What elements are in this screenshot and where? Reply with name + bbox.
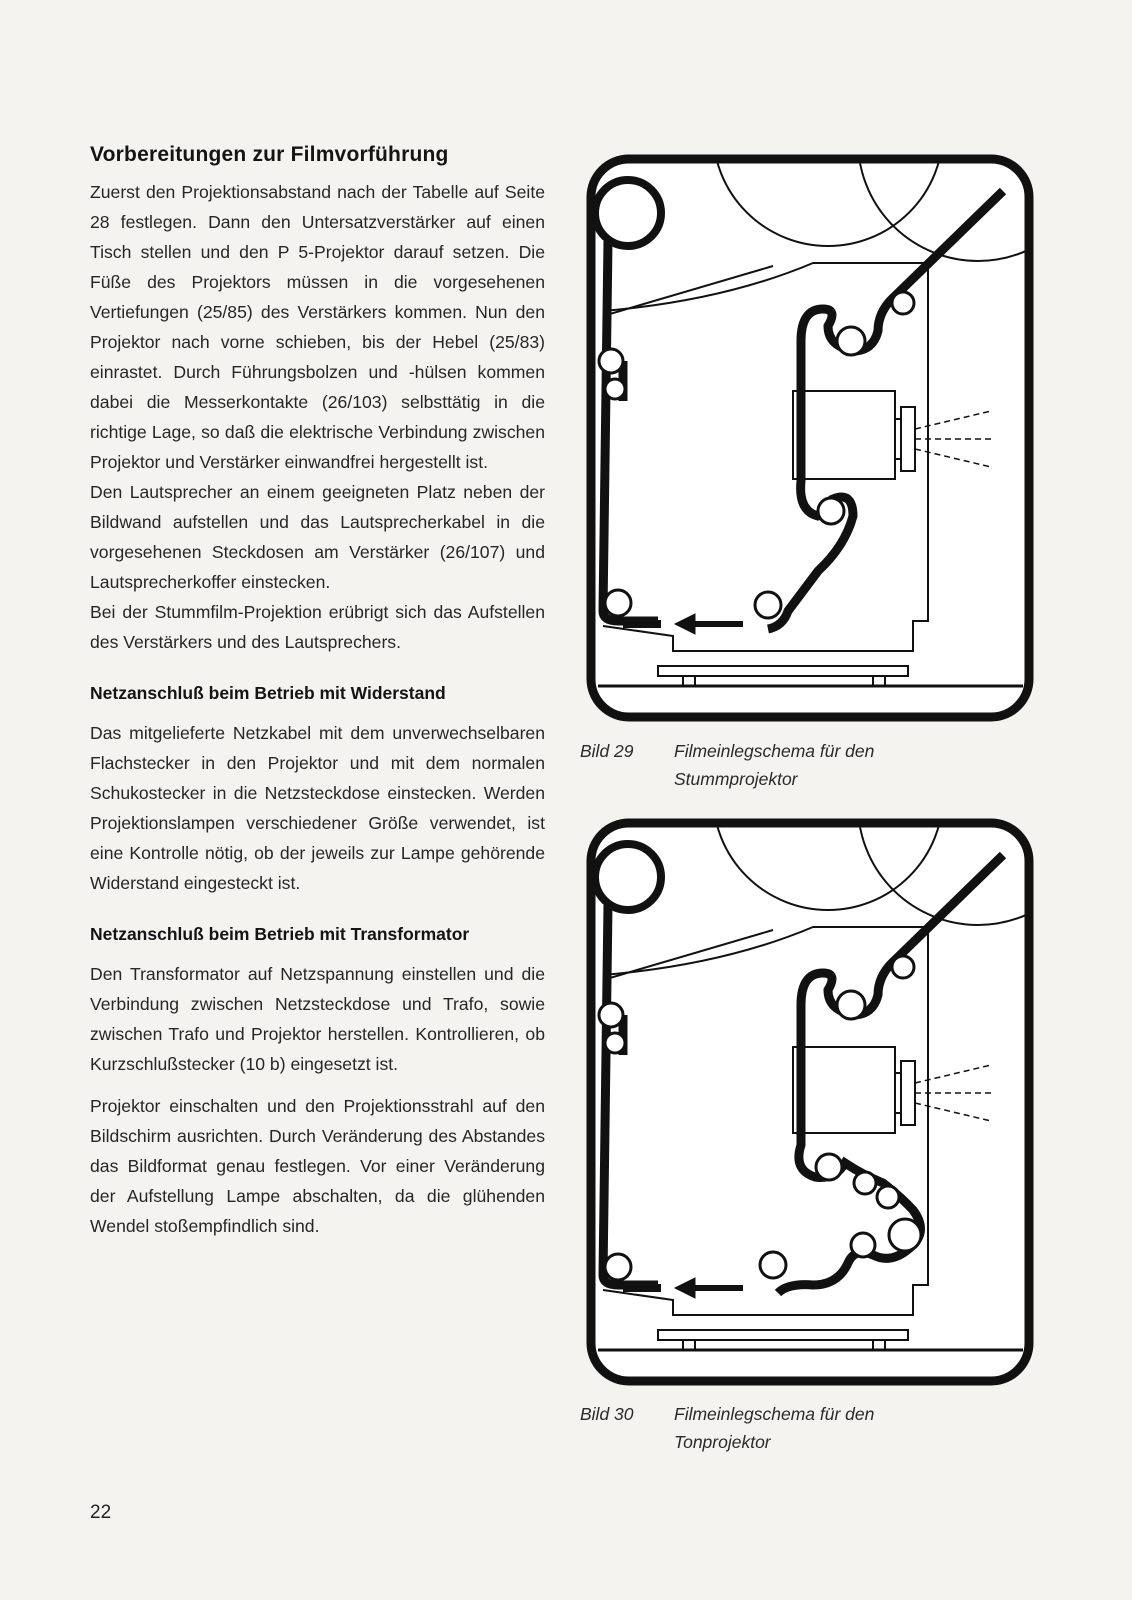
section-heading-resistor: Netzanschluß beim Betrieb mit Widerstand bbox=[90, 683, 446, 703]
paragraph-switch-on: Projektor einschalten und den Projektionsstrahl auf den Bildschirm ausrichten. Durch Veränderung des Abstandes das Bildformat genau festlegen. Vor einer Veränderung der Aufstellung Lampe abschalten, da die glühenden Wendel stoßempfindlich sind. bbox=[90, 1096, 545, 1236]
figure-number: Bild 30 bbox=[580, 1404, 634, 1424]
text-column bbox=[90, 143, 545, 1241]
lens-housing bbox=[793, 1047, 895, 1133]
figure-caption-30 bbox=[580, 1400, 874, 1456]
caption-line-1: Filmeinlegschema für den bbox=[674, 1404, 875, 1424]
section-heading-transformer: Netzanschluß beim Betrieb mit Transformator bbox=[90, 924, 470, 944]
lens-housing bbox=[793, 391, 895, 479]
caption-line-2: Tonprojektor bbox=[674, 1432, 771, 1452]
figure-caption-29 bbox=[580, 737, 874, 793]
figure-number: Bild 29 bbox=[580, 741, 634, 761]
figure-silent-projector-diagram bbox=[583, 151, 1037, 731]
section-heading-preparation: Vorbereitungen zur Filmvorführung bbox=[90, 143, 449, 166]
paragraph-resistor: Das mitgelieferte Netzkabel mit dem unverwechselbaren Flachstecker in den Projektor und mit dem normalen Schukostecker in die Netzsteckdose einstecken. Werden Projektionslampen verschiedener Größe verwendet, ist eine Kontrolle nötig, ob der jeweils zur Lampe gehörende Widerstand eingesteckt ist. bbox=[90, 723, 545, 893]
figure-sound-projector-diagram bbox=[583, 815, 1037, 1395]
page-number: 22 bbox=[90, 1502, 112, 1523]
paragraph-setup: Zuerst den Projektionsabstand nach der Tabelle auf Seite 28 festlegen. Dann den Untersatzverstärker auf einen Tisch stellen und den P 5-Projektor darauf setzen. Die Füße des Projektors müssen in die vorgesehenen Vertiefungen (25/85) des Verstärkers kommen. Nun den Projektor nach vorne schieben, bis der Hebel (25/83) einrastet. Durch Führungsbolzen und -hülsen kommen dabei die Messerkontakte (26/103) selbsttätig in die richtige Lage, so daß die elektrische Verbindung zwischen Projektor und Verstärker einwandfrei hergestellt ist. bbox=[90, 182, 545, 472]
paragraph-transformer: Den Transformator auf Netzspannung einstellen und die Verbindung zwischen Netzsteckdose und Trafo, sowie zwischen Trafo und Projektor herstellen. Kontrollieren, ob Kurzschlußstecker (10 b) eingesetzt ist. bbox=[90, 964, 545, 1074]
film-threading-diagram-sound bbox=[583, 815, 1037, 1395]
film-threading-diagram-silent bbox=[583, 151, 1037, 731]
caption-line-1: Filmeinlegschema für den bbox=[674, 741, 875, 761]
paragraph-loudspeaker: Den Lautsprecher an einem geeigneten Platz neben der Bildwand aufstellen und das Lautsprecherkabel in die vorgesehenen Steckdosen am Verstärker (26/107) und Lautsprecherkoffer einstecken. bbox=[90, 482, 545, 592]
paragraph-silent-film: Bei der Stummfilm-Projektion erübrigt sich das Aufstellen des Verstärkers und des Lautsprechers. bbox=[90, 602, 545, 652]
caption-line-2: Stummprojektor bbox=[674, 769, 798, 789]
